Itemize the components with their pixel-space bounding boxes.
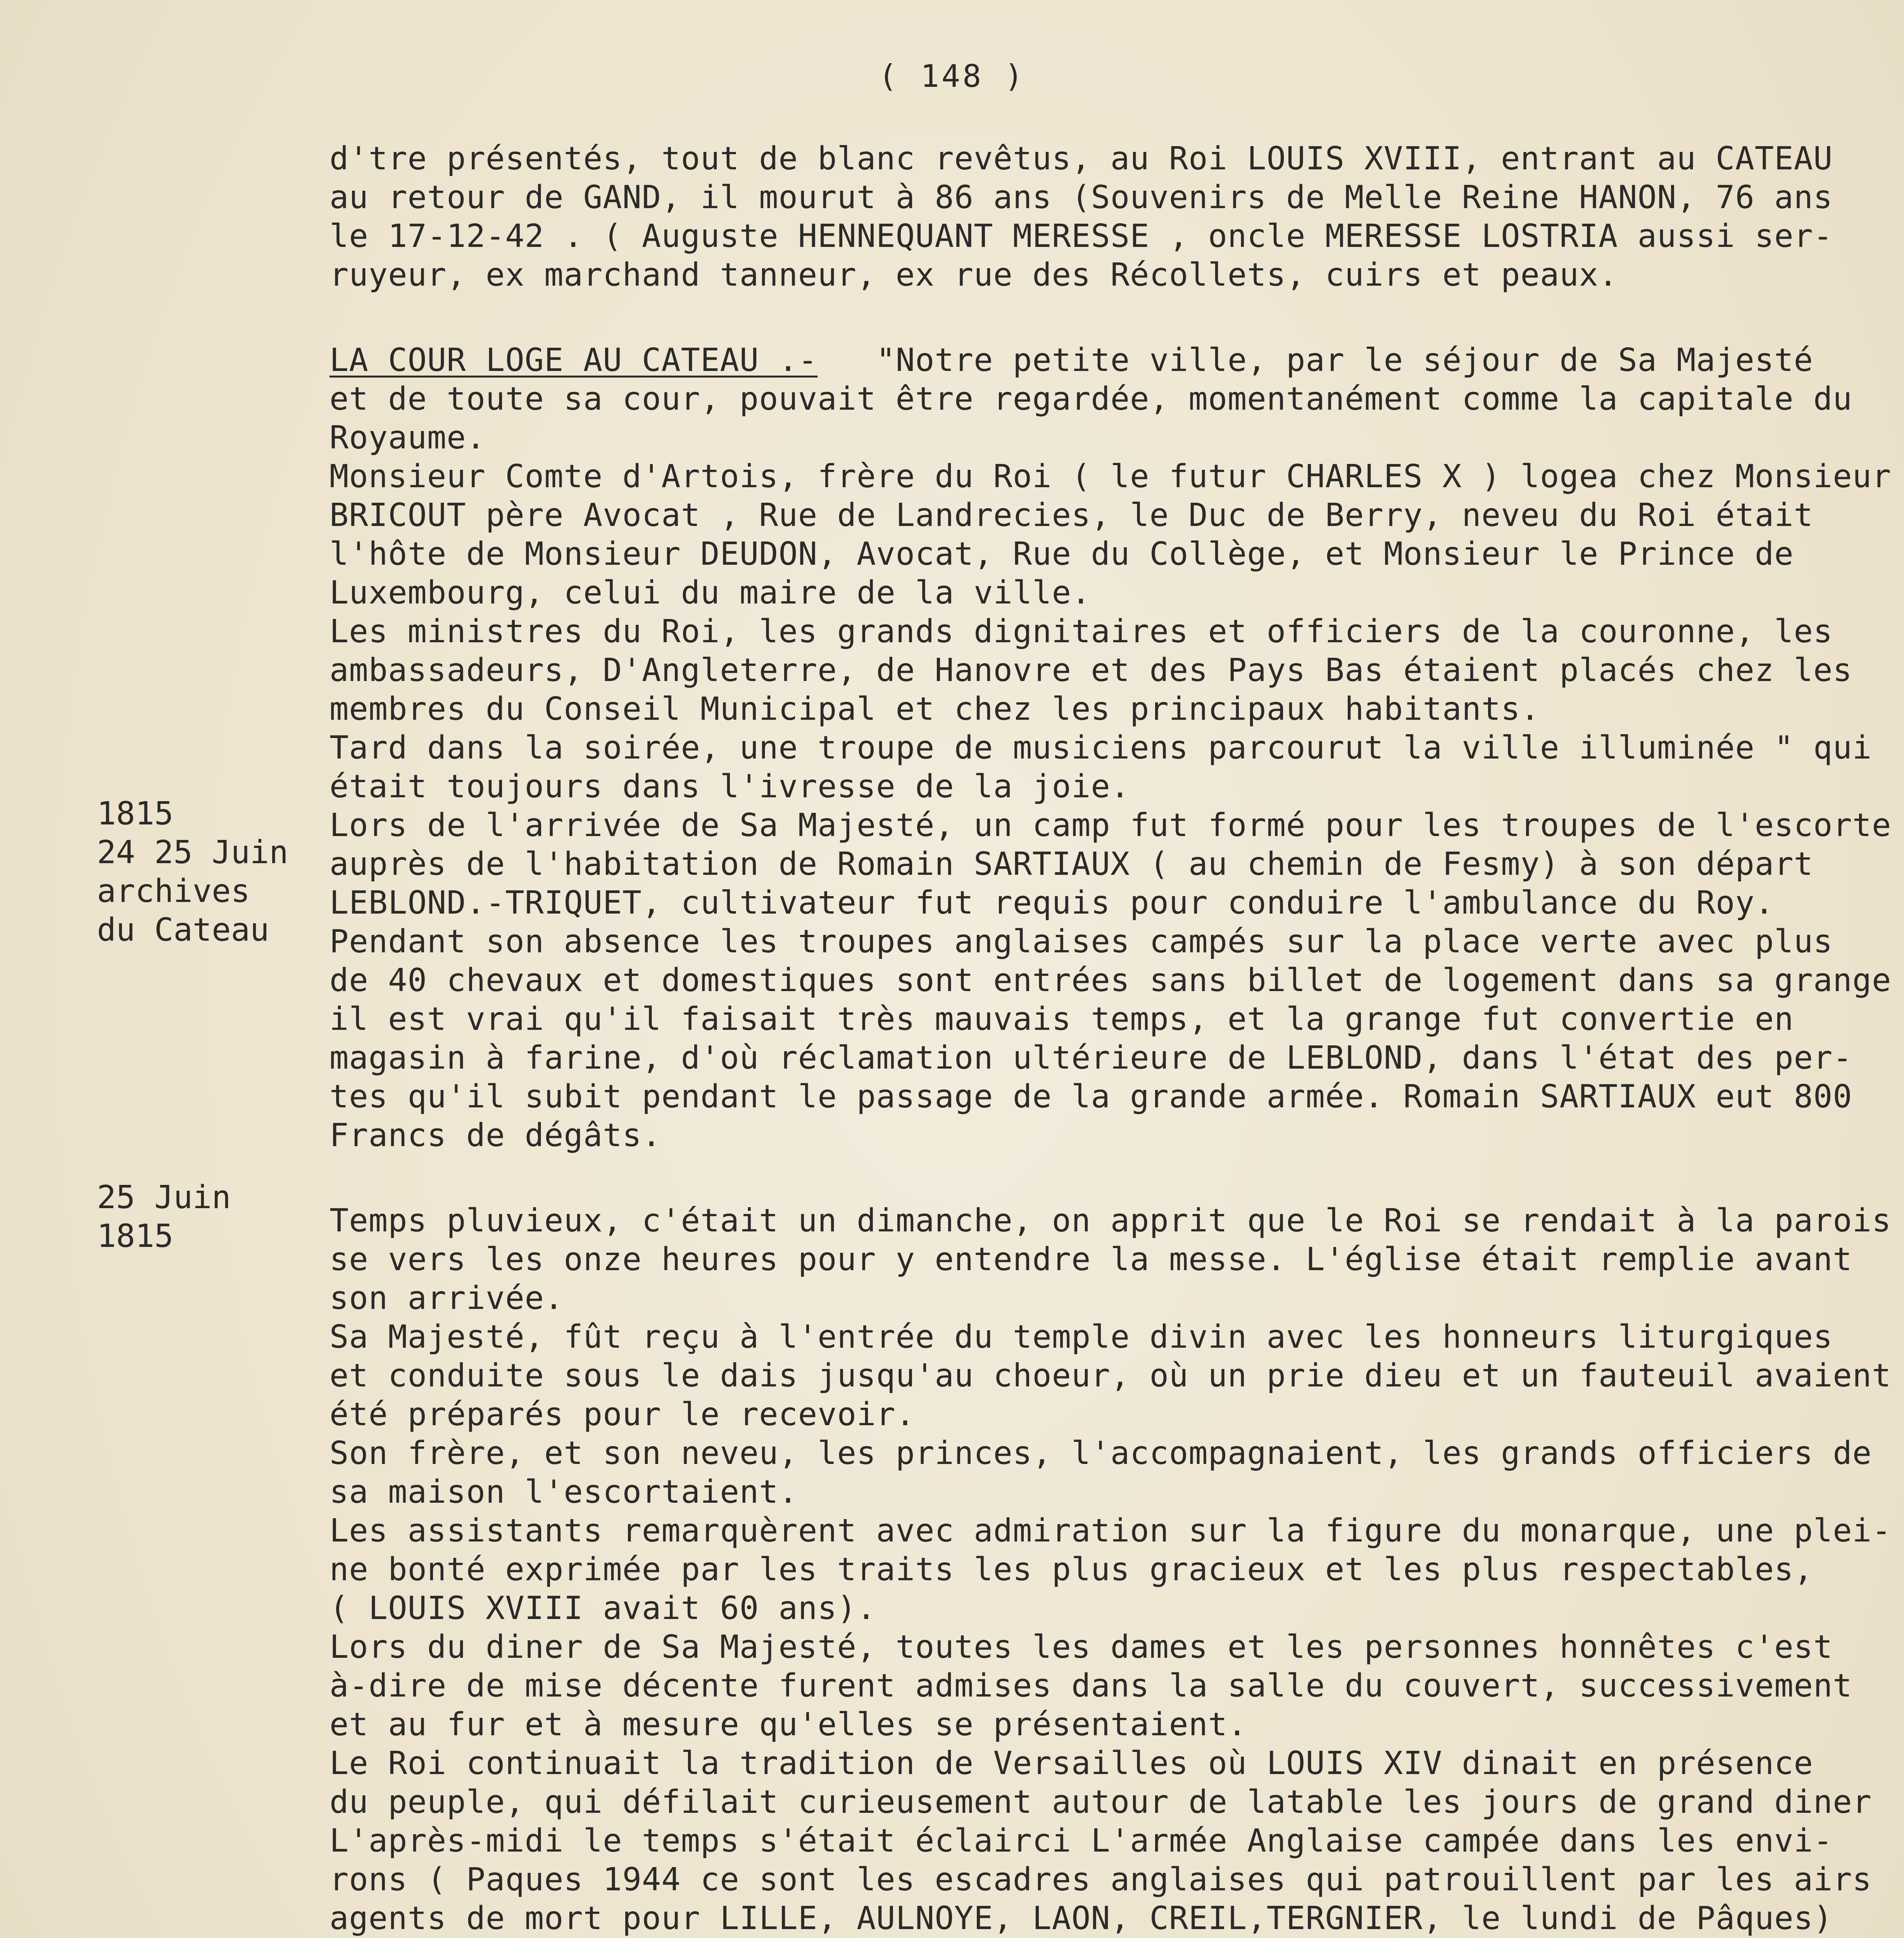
text-line: sa maison l'escortaient. (329, 1474, 798, 1510)
text-line: Les ministres du Roi, les grands dignitaires et officiers de la couronne, les (329, 613, 1833, 650)
margin-note-line: 24 25 Juin (97, 834, 288, 871)
text-line: se vers les onze heures pour y entendre la messe. L'église était remplie avant (329, 1241, 1852, 1278)
paragraph-25-juin (329, 1202, 1892, 1938)
text-line: tes qu'il subit pendant le passage de la grande armée. Romain SARTIAUX eut 800 (329, 1078, 1852, 1115)
section-heading: LA COUR LOGE AU CATEAU .- (329, 342, 818, 379)
text-line (329, 341, 1880, 380)
text-line: Temps pluvieux, c'était un dimanche, on apprit que le Roi se rendait à la parois (329, 1202, 1892, 1239)
text-line: LEBLOND.-TRIQUET, cultivateur fut requis pour conduire l'ambulance du Roy. (329, 885, 1775, 921)
text-line: Son frère, et son neveu, les princes, l'accompagnaient, les grands officiers de (329, 1435, 1872, 1472)
text-line: membres du Conseil Municipal et chez les principaux habitants. (329, 691, 1540, 728)
text-line: Sa Majesté, fût reçu à l'entrée du temple divin avec les honneurs liturgiques (329, 1319, 1833, 1355)
text-line: rons ( Paques 1944 ce sont les escadres anglaises qui patrouillent par les airs (329, 1861, 1872, 1898)
text-line: son arrivée. (329, 1280, 564, 1317)
margin-note-25-juin (97, 1178, 314, 1256)
paragraph-camp (329, 806, 1892, 1155)
text-line: Tard dans la soirée, une troupe de musiciens parcourut la ville illuminée " qui (329, 729, 1872, 766)
text-fragment: "Notre petite ville, par le séjour de Sa Majesté (817, 342, 1813, 379)
text-line: était toujours dans l'ivresse de la joie. (329, 768, 1130, 805)
text-line: Luxembourg, celui du maire de la ville. (329, 574, 1091, 611)
text-line: Pendant son absence les troupes anglaises campés sur la place verte avec plus (329, 923, 1833, 960)
margin-note-line: 1815 (97, 795, 174, 832)
text-line: à-dire de mise décente furent admises dans la salle du couvert, successivement (329, 1667, 1852, 1704)
text-line: au retour de GAND, il mourut à 86 ans (Souvenirs de Melle Reine HANON, 76 ans (329, 179, 1833, 216)
text-line: ( LOUIS XVIII avait 60 ans). (329, 1590, 876, 1627)
margin-note-1815-juin (97, 795, 314, 950)
text-line: du peuple, qui défilait curieusement autour de latable les jours de grand diner (329, 1784, 1872, 1821)
paragraph-cour-loge (329, 341, 1892, 806)
text-line: de 40 chevaux et domestiques sont entrées sans billet de logement dans sa grange (329, 962, 1892, 999)
text-line: d'tre présentés, tout de blanc revêtus, au Roi LOUIS XVIII, entrant au CATEAU (329, 140, 1833, 177)
text-line: et de toute sa cour, pouvait être regardée, momentanément comme la capitale du (329, 381, 1852, 417)
margin-note-line: 1815 (97, 1218, 174, 1255)
typed-text-body (329, 140, 1892, 1938)
text-line: l'hôte de Monsieur DEUDON, Avocat, Rue du Collège, et Monsieur le Prince de (329, 536, 1794, 572)
text-line: été préparés pour le recevoir. (329, 1396, 916, 1433)
text-line: ambassadeurs, D'Angleterre, de Hanovre et des Pays Bas étaient placés chez les (329, 652, 1852, 689)
margin-note-line: 25 Juin (97, 1179, 231, 1216)
text-line: Royaume. (329, 419, 486, 456)
margin-note-line: archives (97, 873, 250, 910)
text-line: Le Roi continuait la tradition de Versailles où LOUIS XIV dinait en présence (329, 1745, 1813, 1782)
text-line: Lors de l'arrivée de Sa Majesté, un camp fut formé pour les troupes de l'escorte (329, 807, 1892, 844)
page-number: ( 148 ) (878, 58, 1026, 94)
text-line: auprès de l'habitation de Romain SARTIAUX ( au chemin de Fesmy) à son départ (329, 846, 1813, 883)
text-line: agents de mort pour LILLE, AULNOYE, LAON, CREIL,TERGNIER, le lundi de Pâques) (329, 1900, 1833, 1937)
text-line: il est vrai qu'il faisait très mauvais temps, et la grange fut convertie en (329, 1001, 1794, 1038)
text-line: L'après-midi le temps s'était éclairci L'armée Anglaise campée dans les envi- (329, 1822, 1833, 1859)
text-line: et au fur et à mesure qu'elles se présentaient. (329, 1706, 1247, 1743)
text-line: Monsieur Comte d'Artois, frère du Roi ( le futur CHARLES X ) logea chez Monsieur (329, 458, 1892, 495)
text-line: Les assistants remarquèrent avec admiration sur la figure du monarque, une plei- (329, 1512, 1892, 1549)
text-line: magasin à farine, d'où réclamation ultérieure de LEBLOND, dans l'état des per- (329, 1040, 1852, 1076)
text-line: Francs de dégâts. (329, 1117, 662, 1154)
text-line: BRICOUT père Avocat , Rue de Landrecies, le Duc de Berry, neveu du Roi était (329, 497, 1813, 534)
text-line: le 17-12-42 . ( Auguste HENNEQUANT MERESSE , oncle MERESSE LOSTRIA aussi ser- (329, 218, 1833, 255)
text-line: Lors du diner de Sa Majesté, toutes les dames et les personnes honnêtes c'est (329, 1629, 1833, 1666)
margin-note-line: du Cateau (97, 912, 269, 948)
paragraph-souvenirs (329, 140, 1880, 295)
text-line: ruyeur, ex marchand tanneur, ex rue des Récollets, cuirs et peaux. (329, 257, 1618, 293)
text-line: et conduite sous le dais jusqu'au choeur, où un prie dieu et un fauteuil avaient (329, 1357, 1892, 1394)
text-line: ne bonté exprimée par les traits les plus gracieux et les plus respectables, (329, 1551, 1813, 1588)
